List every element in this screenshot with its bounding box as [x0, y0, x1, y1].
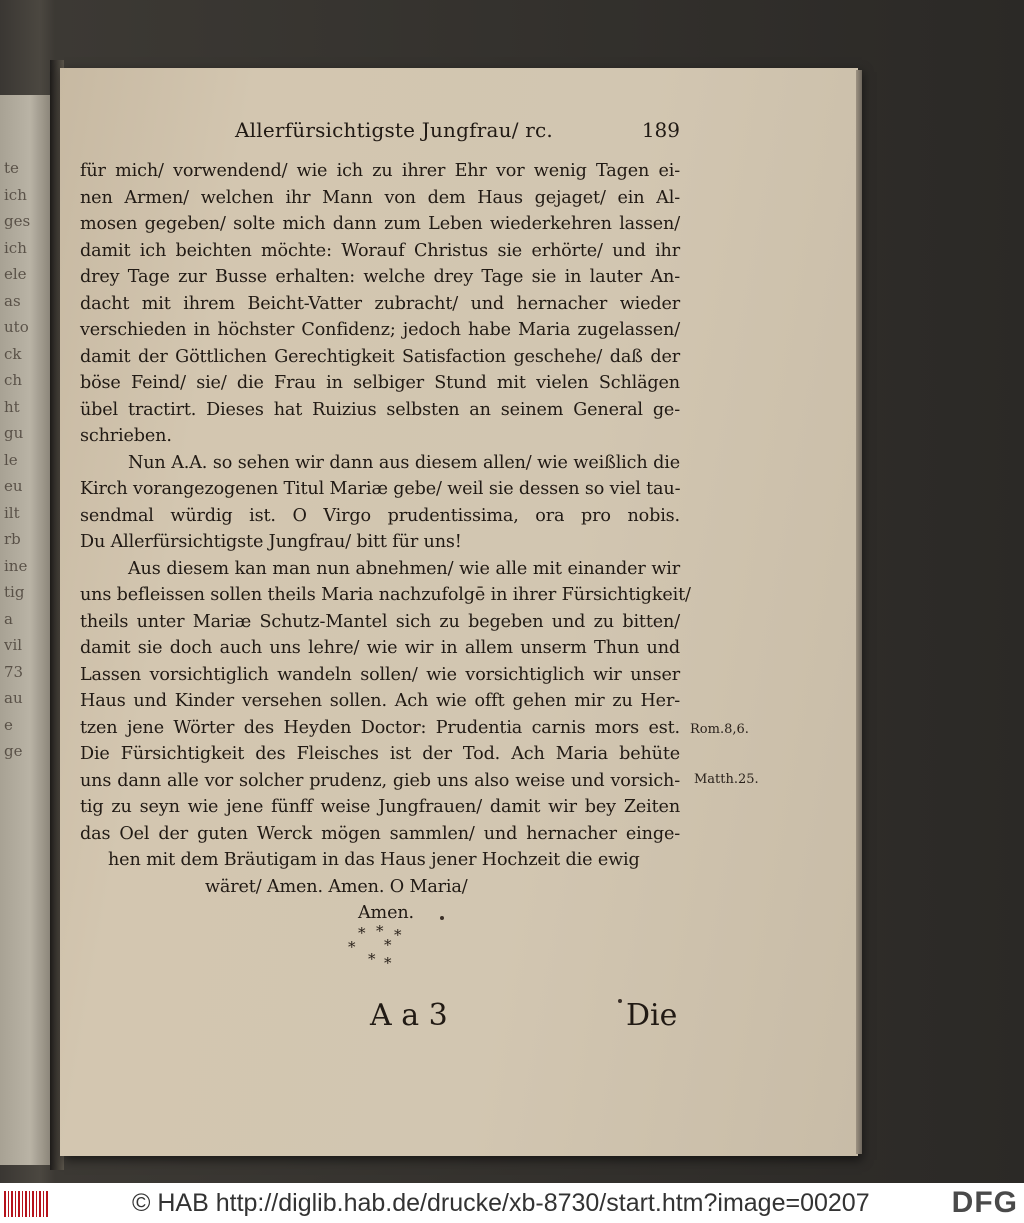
facing-page-fragment: rb	[4, 530, 21, 548]
body-text	[80, 158, 691, 927]
page-edge-shadow	[856, 70, 862, 1154]
ornament-star: *	[348, 938, 356, 956]
text-line: tig zu seyn wie jene fünff weise Jungfrauen/ damit wir bey Zeiten	[80, 797, 680, 817]
text-line: Lassen vorsichtiglich wandeln sollen/ wie vorsichtiglich wir unser	[80, 664, 680, 685]
signature-mark: A a 3	[370, 998, 448, 1033]
text-line: Amen.	[358, 903, 414, 923]
ornament-star: *	[368, 950, 376, 968]
text-line: mosen gegeben/ solte mich dann zum Leben wiederkehren lassen/	[80, 214, 680, 234]
text-line: dacht mit ihrem Beicht-Vatter zubracht/ und hernacher wieder	[80, 293, 680, 314]
footer-bar	[0, 1183, 1024, 1223]
facing-page-fragment: ich	[4, 185, 27, 204]
ornament-star: *	[384, 954, 392, 972]
page-number: 189	[641, 118, 680, 142]
text-line: wäret/ Amen. Amen. O Maria/	[205, 876, 468, 897]
hab-barcode-logo	[4, 1191, 48, 1217]
text-line: uns befleissen sollen theils Maria nachzufolgē in ihrer Fürsichtigkeit/	[80, 585, 691, 605]
facing-page-fragment: tig	[4, 583, 25, 601]
text-line: Kirch vorangezogenen Titul Mariæ gebe/ weil sie dessen so viel tau-	[80, 479, 681, 499]
ornament-star: *	[384, 936, 392, 954]
facing-page-fragment: ges	[4, 212, 31, 230]
margin-note-rom: Rom.8,6.	[690, 722, 749, 737]
facing-page-fragment: au	[4, 689, 23, 707]
facing-page-fragment: vil	[4, 636, 23, 654]
text-line: drey Tage zur Busse erhalten: welche drey Tage sie in lauter An-	[80, 267, 680, 287]
ink-dot	[440, 916, 444, 920]
text-line: hen mit dem Bräutigam in das Haus jener Hochzeit die ewig	[108, 850, 640, 870]
ornament-star: *	[358, 924, 366, 942]
text-line: tzen jene Wörter des Heyden Doctor: Prudentia carnis mors est.	[80, 717, 680, 738]
text-line: das Oel der guten Werck mögen sammlen/ und hernacher einge-	[80, 823, 680, 844]
running-header	[235, 118, 680, 148]
star-ornament	[340, 922, 420, 978]
facing-page-fragment: ht	[4, 397, 20, 416]
text-line: übel tractirt. Dieses hat Ruizius selbsten an seinem General ge-	[80, 399, 680, 420]
ink-dot	[618, 999, 622, 1003]
facing-page-edge	[0, 95, 50, 1165]
text-line: damit sie doch auch uns lehre/ wie wir in allem unserm Thun und	[80, 638, 680, 658]
text-line: damit der Göttlichen Gerechtigkeit Satisfaction geschehe/ daß der	[80, 346, 680, 367]
facing-page-fragment: le	[4, 450, 18, 469]
facing-page-fragment: e	[4, 715, 13, 734]
text-line: Die Fürsichtigkeit des Fleisches ist der Tod. Ach Maria behüte	[80, 744, 680, 764]
catchword: Die	[626, 998, 678, 1033]
text-line: Aus diesem kan man nun abnehmen/ wie alle mit einander wir	[128, 558, 680, 579]
facing-page-fragment: eu	[4, 477, 23, 495]
text-line: schrieben.	[80, 426, 172, 446]
margin-note-matth: Matth.25.	[694, 772, 759, 787]
ornament-star: *	[394, 926, 402, 944]
text-line: böse Feind/ sie/ die Frau in selbiger Stund mit vielen Schlägen	[80, 373, 680, 393]
facing-page-fragment: 73	[4, 662, 24, 681]
text-line: Du Allerfürsichtigste Jungfrau/ bitt für uns!	[80, 532, 462, 552]
ornament-star: *	[376, 922, 384, 940]
facing-page-fragment: ge	[4, 742, 23, 760]
facing-page-fragment: ele	[4, 265, 27, 283]
text-line: damit ich beichten möchte: Worauf Christus sie erhörte/ und ihr	[80, 240, 680, 261]
facing-page-fragment: ilt	[4, 503, 20, 522]
facing-page-fragment: gu	[4, 424, 24, 442]
facing-page-fragment: ine	[4, 556, 28, 575]
facing-page-fragment: te	[4, 159, 19, 177]
text-line: für mich/ vorwendend/ wie ich zu ihrer Ehr vor wenig Tagen ei-	[80, 161, 680, 181]
facing-page-fragment: as	[4, 291, 21, 310]
dfg-logo: DFG	[951, 1186, 1018, 1219]
text-line: theils unter Mariæ Schutz-Mantel sich zu begeben und zu bitten/	[80, 611, 680, 632]
facing-page-fragment: uto	[4, 318, 29, 336]
text-line: uns dann alle vor solcher prudenz, gieb uns also weise und vorsich-	[80, 770, 680, 791]
facing-page-fragment: ich	[4, 238, 27, 257]
facing-page-fragment: a	[4, 609, 13, 628]
facing-page-fragment: ch	[4, 371, 23, 389]
text-line: Nun A.A. so sehen wir dann aus diesem allen/ wie weißlich die	[128, 452, 680, 473]
text-line: verschieden in höchster Confidenz; jedoch habe Maria zugelassen/	[80, 320, 680, 340]
facing-page-text	[4, 155, 44, 765]
facing-page-fragment: ck	[4, 344, 22, 363]
text-line: nen Armen/ welchen ihr Mann von dem Haus gejaget/ ein Al-	[80, 187, 680, 208]
text-line: Haus und Kinder versehen sollen. Ach wie offt gehen mir zu Her-	[80, 691, 680, 711]
copyright-url[interactable]: © HAB http://diglib.hab.de/drucke/xb-8730/start.htm?image=00207	[132, 1189, 870, 1217]
header-title: Allerfürsichtigste Jungfrau/ rc.	[235, 118, 553, 142]
text-line: sendmal würdig ist. O Virgo prudentissima, ora pro nobis.	[80, 505, 680, 526]
